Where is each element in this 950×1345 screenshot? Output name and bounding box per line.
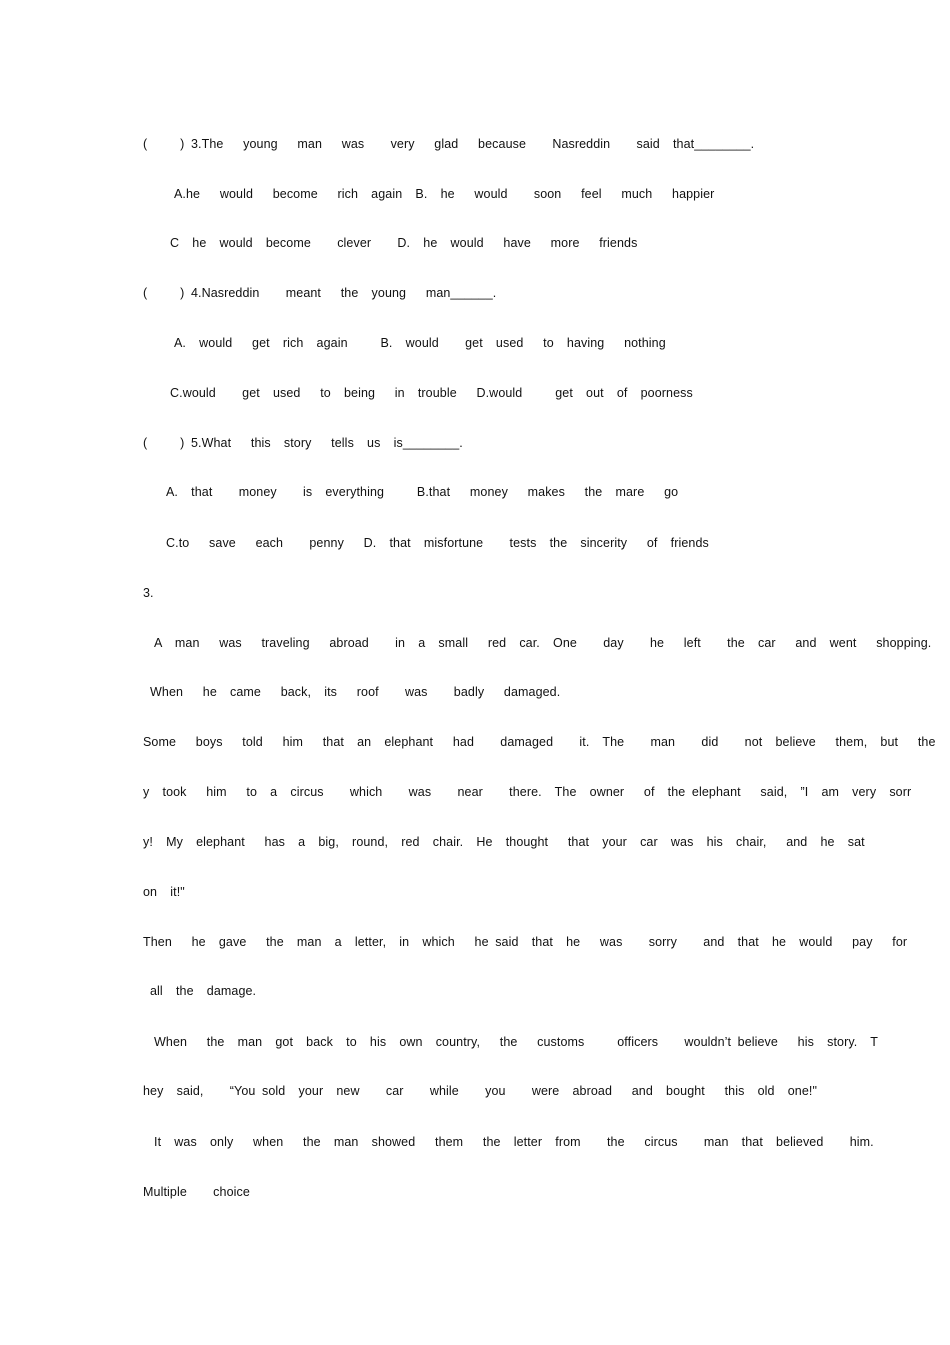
passage-line: y took him to a circus which was near there. The owner of the elephant said, ”I am very sorr <box>143 785 912 799</box>
passage-line: It was only when the man showed them the letter from the circus man that believed him. <box>154 1135 874 1149</box>
passage-line: hey said, “You sold your new car while you were abroad and bought this old one!" <box>143 1084 817 1098</box>
question-3-stem: ( ) 3.The young man was very glad because Nasreddin said that________. <box>143 137 755 151</box>
passage-line: y! My elephant has a big, round, red chair. He thought that your car was his chair, and he sat <box>143 835 865 849</box>
section-number: 3. <box>143 586 154 600</box>
question-5-options-line-1: A. that money is everything B.that money makes the mare go <box>166 485 679 499</box>
question-3-options-line-1: A.he would become rich again B. he would soon feel much happier <box>174 187 715 201</box>
question-5-options-line-2: C.to save each penny D. that misfortune tests the sincerity of friends <box>166 536 709 550</box>
section-heading-multiple-choice: Multiple choice <box>143 1185 250 1199</box>
passage-line: A man was traveling abroad in a small red car. One day he left the car and went shopping. <box>154 636 932 650</box>
question-4-stem: ( ) 4.Nasreddin meant the young man______. <box>143 286 497 300</box>
question-5-stem: ( ) 5.What this story tells us is________. <box>143 436 463 450</box>
passage-line: Some boys told him that an elephant had damaged it. The man did not believe them, but the <box>143 735 936 749</box>
passage-line: When the man got back to his own country, the customs officers wouldn’t believe his story. T <box>154 1035 878 1049</box>
passage-line: When he came back, its roof was badly damaged. <box>150 685 561 699</box>
passage-line: all the damage. <box>150 984 257 998</box>
passage-line: Then he gave the man a letter, in which he said that he was sorry and that he would pay for <box>143 935 908 949</box>
question-4-options-line-2: C.would get used to being in trouble D.would get out of poorness <box>170 386 693 400</box>
question-4-options-line-1: A. would get rich again B. would get used to having nothing <box>174 336 666 350</box>
passage-line: on it!" <box>143 885 185 899</box>
question-3-options-line-2: C he would become clever D. he would have more friends <box>170 236 638 250</box>
